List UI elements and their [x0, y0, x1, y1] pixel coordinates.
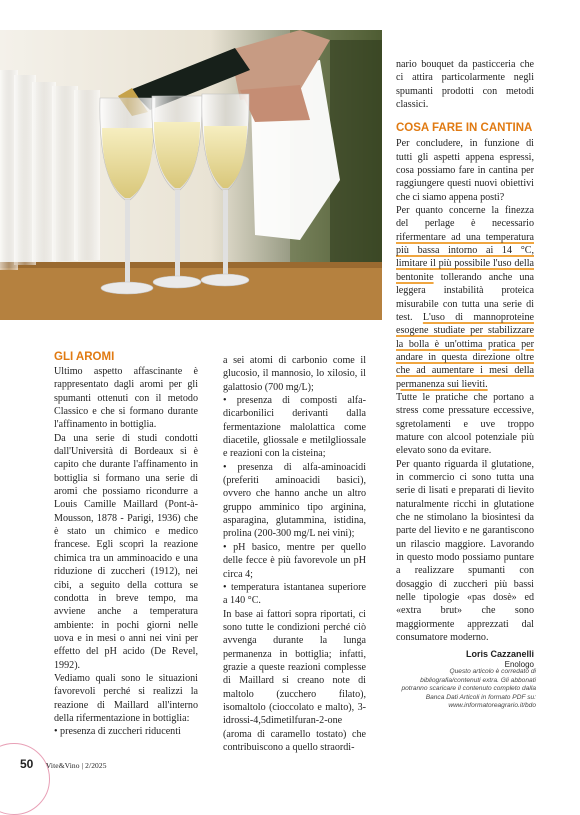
bullet-item: • presenza di composti alfa-dicarbonilici derivanti dalla fermentazione malolattica come diacetile, gliossale e metilgliossale e reazioni con la cisteina; [223, 395, 366, 460]
decorative-circle [0, 743, 50, 815]
paragraph: nario bouquet da pasticceria che ci attira particolarmente negli spumanti prodotti con metodi classici. [396, 59, 534, 111]
author-role: Enologo [504, 660, 534, 670]
text-run: tollerando anche una leggera instabilità proteica misurabile con tutta una serie di test. [396, 271, 534, 323]
column-right [396, 58, 534, 670]
bibliography-note: Questo articolo è corredato di bibliografia/contenuti extra. Gli abbonati potranno scaricare il contenuto completo dalla Banca Dati Articoli in formato PDF su: www.informatoreagrario.it/bdo [401, 668, 536, 710]
section-heading-aromi: GLI AROMI [54, 351, 115, 363]
paragraph: Ultimo aspetto affascinante è rappresentato dagli aromi per gli spumanti ottenuti con il metodo Classico e che si formano durante l'affinamento in bottiglia. [54, 366, 198, 431]
page-number: 50 [20, 757, 34, 771]
highlighted-text: rifermentare ad una temperatura più bassa intorno ai 14 °C, limitare il più possibile l'uso della bentonite [396, 231, 534, 283]
paragraph: a sei atomi di carbonio come il glucosio, il mannosio, lo xilosio, il galattosio (700 mg/L); [223, 355, 366, 393]
champagne-pouring-photo [0, 30, 382, 320]
bullet-item: • temperatura istantanea superiore a 140 °C. [223, 581, 366, 607]
paragraph: Tutte le pratiche che portano a stress come pressature eccessive, sgretolamenti e uve troppo mature con alcool potenziale più elevato sono da evitare. [396, 391, 534, 457]
bullet-item: • pH basico, mentre per quello delle fecce è più favorevole un pH circa 4; [223, 541, 366, 580]
bullet-item: • presenza di alfa-aminoacidi (preferiti aminoacidi basici), ovvero che hanno anche un altro gruppo amminico tipo arginina, asparagina, glutammina, istidina, prolina (200-300 mg/L nei vini); [223, 461, 366, 540]
column-middle [223, 354, 366, 754]
magazine-issue: Vite&Vino | 2/2025 [45, 761, 107, 770]
paragraph: Vediamo quali sono le situazioni favorevoli perché si realizzi la reazione di Maillard all'interno della rifermentazione in bottiglia: [54, 672, 198, 724]
section-heading-cantina: COSA FARE IN CANTINA [396, 122, 533, 135]
paragraph: Da una serie di studi condotti dall'Università di Bordeaux si è capito che durante l'affinamento in bottiglia si formano una serie di aromi che possiamo ricondurre a Louis Camille Maillard (Pont-à-Mousson, 1878 - Parigi, 1936) che è stato un chimico e medico francese. Egli scoprì la reazione chimica tra un amminoacido e una riduzione di zuccheri (1912), nei cibi, a seguito della cottura se condotta in breve tempo, ma avviene anche a temperatura ambiente: in pochi giorni nelle uova e in mesi o anni nei vini per effetto del pH acido (De Revel, 1992). [54, 432, 198, 671]
text-run: Per quanto concerne la finezza del perlage è necessario [396, 205, 534, 230]
page-footer [20, 757, 107, 771]
paragraph: Per concludere, in funzione di tutti gli aspetti appena espressi, cosa possiamo fare in cantina per raggiungere questi nuovi obiettivi che ci siamo appena posti? [396, 138, 534, 203]
author-name: Loris Cazzanelli [465, 649, 534, 660]
bullet-item: • presenza di zuccheri riducenti [54, 726, 181, 738]
paragraph: In base ai fattori sopra riportati, ci sono tutte le condizioni perché ciò avvenga durante la lunga permanenza in bottiglia; infatti, grazie a queste reazioni complesse di Maillard si creano note di maltolo (zucchero filato), isomaltolo (cioccolato e malto), 3-idrossi-4,5dimetilfuran-2-one (aroma di caramello tostato) che contribuiscono a quello straordi- [223, 608, 366, 753]
paragraph-highlighted [396, 204, 534, 391]
highlighted-text: L'uso di mannoproteine esogene studiate per stabilizzare la bolla è un'ottima pratica per andare in questa direzione oltre che ad aumentare i mesi della permanenza sui lieviti. [396, 311, 534, 390]
column-left [54, 350, 198, 739]
paragraph: Per quanto riguarda il glutatione, in commercio ci sono tutta una serie di lisati e preparati di lievito naturalmente ricchi in glutatione che ne stimolano la biosintesi da parte del lievito e ne garantiscono un rilascio maggiore. Lavorando in questo modo possiamo puntare a realizzare spumanti con dosaggio di zuccheri più bassi nelle tipologie «pas dosè» ed «extra brut» che sono maggiormente apprezzati dal consumatore moderno. [396, 458, 534, 644]
